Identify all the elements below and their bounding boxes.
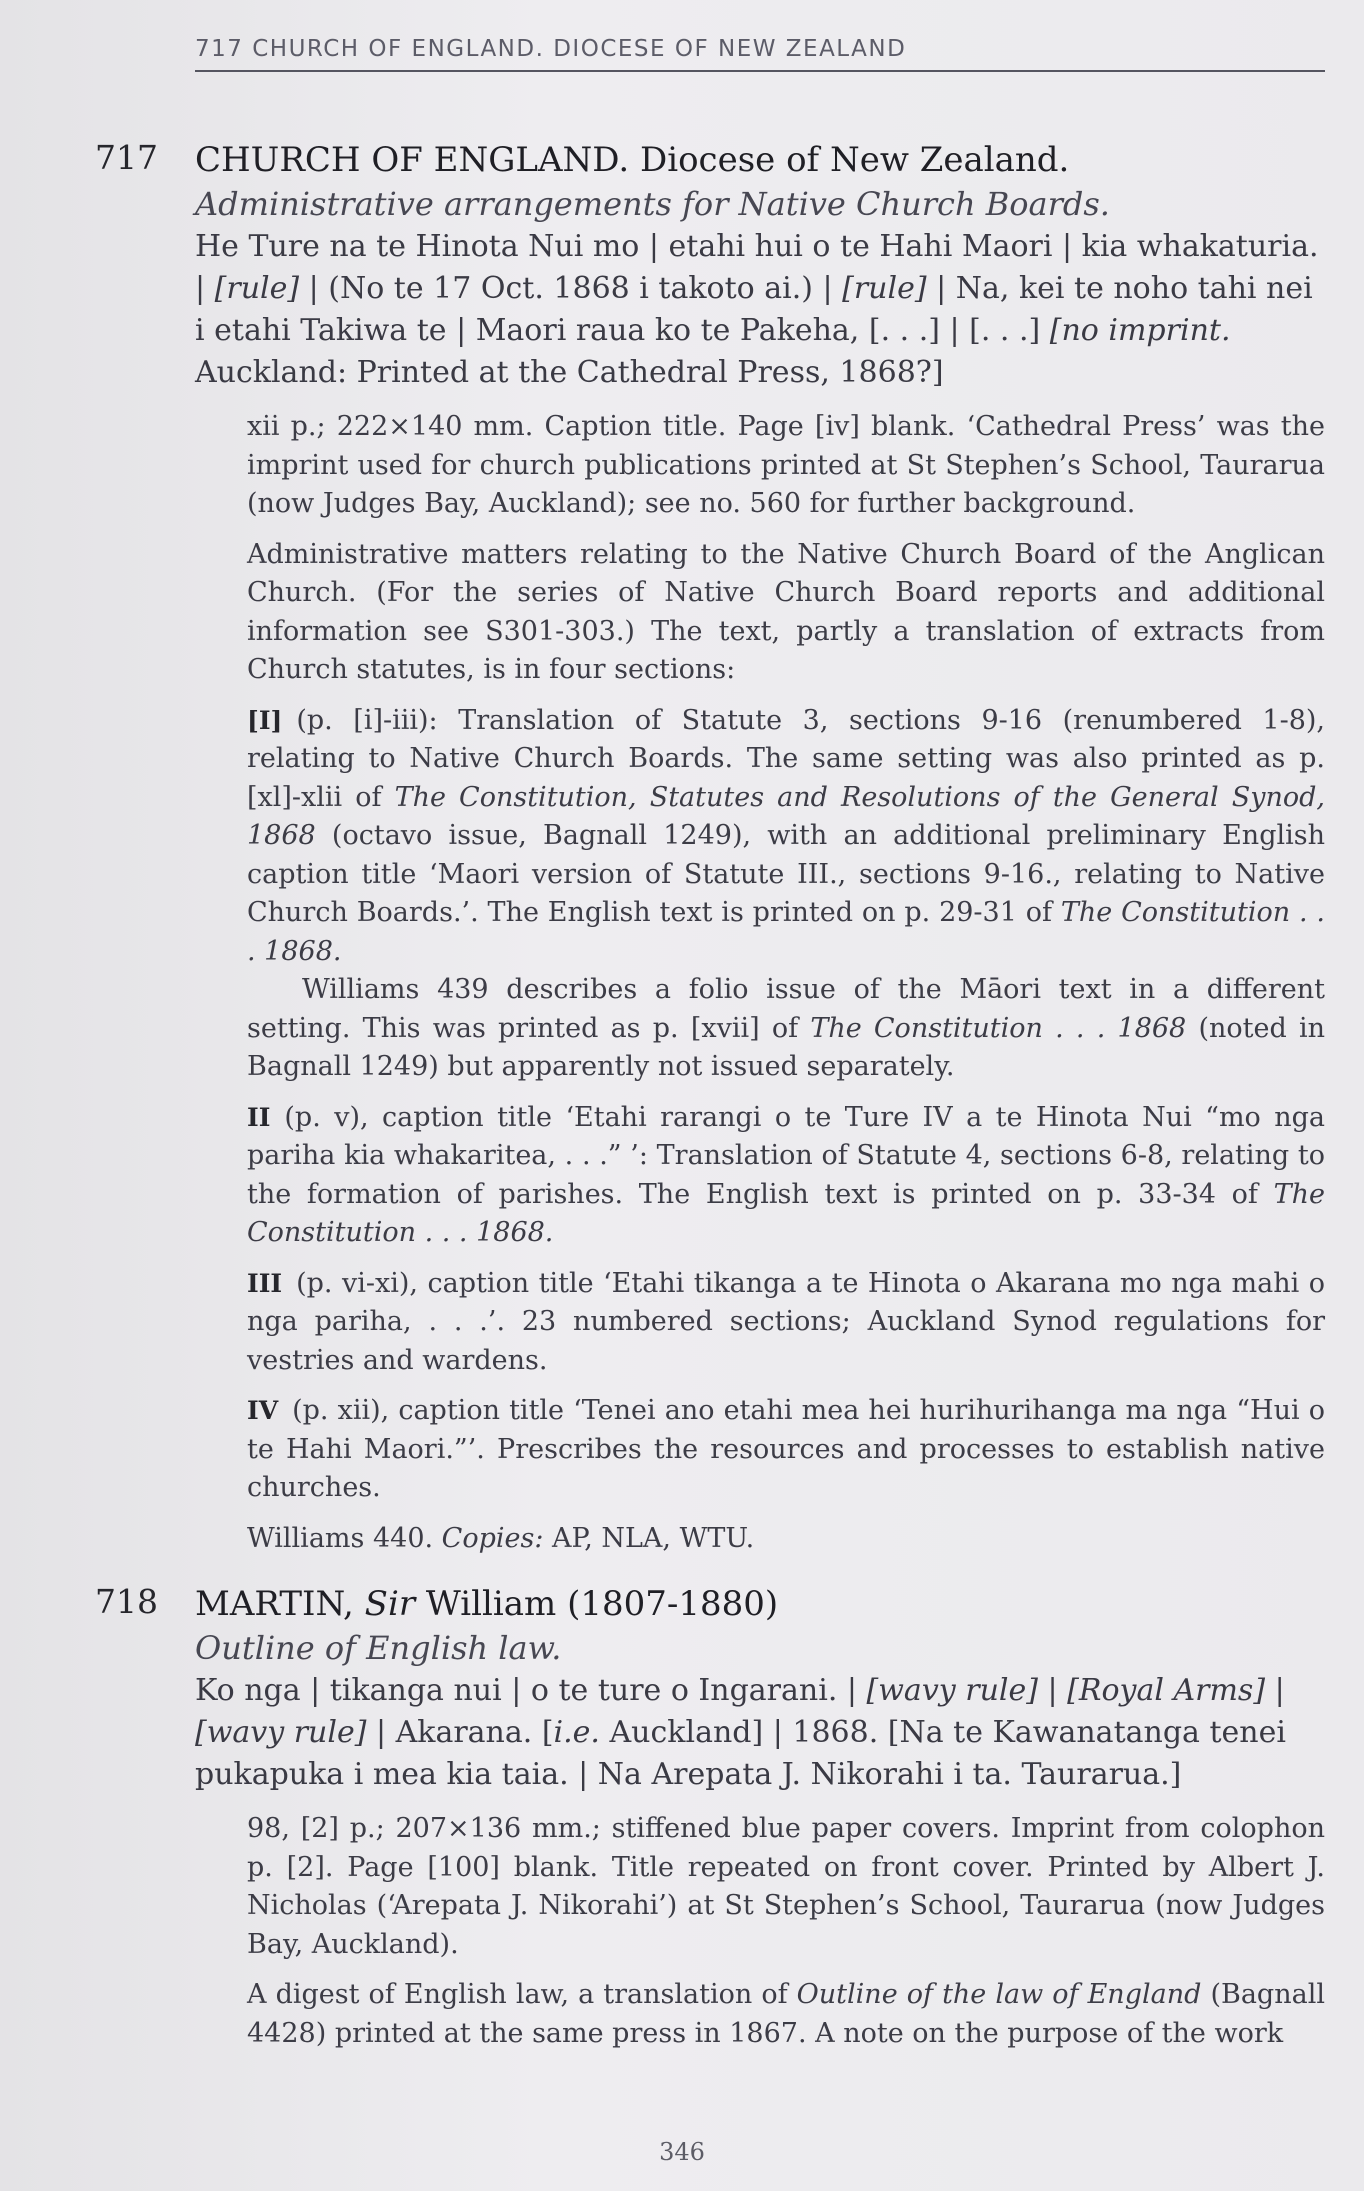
section-two: II (p. v), caption title ‘Etahi rarangi o te Ture IV a te Hinota Nui “mo nga pariha kia whakaritea, . . .” ’: Translation of Statute 4, sections 6-8, relating to the formation of parishes. The English text is printed on p. 33-34 of The Constitution . . . 1868. (247, 1101, 1325, 1248)
heading-main: CHURCH OF ENGLAND. (195, 140, 630, 180)
section-one: [I] (p. [i]-iii): Translation of Statute 3, sections 9-16 (renumbered 1-8), relating to Native Church Boards. The same setting was also printed as p. [xl]-xlii of The Constitution, Statutes and Resolutions of the General Synod, 1868 (octavo issue, Bagnall 1249), with an additional preliminary English caption title ‘Maori version of Statute III., sections 9-16., relating to Native Church Boards.’. The English text is printed on p. 29-31 of The Constitution . . . 1868. (247, 704, 1326, 967)
entry-717 (95, 138, 1325, 1570)
entry-subtitle: Outline of English law. (195, 1629, 562, 1667)
entry-heading (195, 138, 1325, 182)
entry-number: 718 (95, 1582, 158, 1621)
entry-notes (247, 1810, 1325, 2053)
entry-718 (95, 1582, 1325, 2065)
section-four: IV (p. xii), caption title ‘Tenei ano etahi mea hei hurihurihanga ma nga “Hui o te Hahi Maori.”’. Prescribes the resources and processes to establish native churches. (247, 1395, 1325, 1503)
entry-number: 717 (95, 138, 158, 177)
title-transcription: Ko nga | tikanga nui | o te ture o Ingarani. | [wavy rule] | [Royal Arms] | [wavy rule] | Akarana. [i.e. Auckland] | 1868. [Na te Kawanatanga tenei pukapuka i mea kia taia. | Na Arepata J. Nikorahi i ta. Taurarua.] (195, 1673, 1286, 1792)
author-dates: (1807-1880) (556, 1584, 779, 1624)
heading-rest: Diocese of New Zealand. (629, 140, 1070, 180)
page-number: 346 (659, 2138, 705, 2166)
references-note: Williams 440. Copies: AP, NLA, WTU. (247, 1522, 755, 1554)
entry-heading: MARTIN, Sir William (1807-1880) (195, 1584, 779, 1624)
entry-subtitle: Administrative arrangements for Native Church Boards. (195, 185, 1110, 223)
running-head: 717 CHURCH OF ENGLAND. DIOCESE OF NEW ZEALAND (195, 36, 1325, 72)
description-note: A digest of English law, a translation of Outline of the law of England (Bagnall 4428) printed at the same press in 1867. A note on the purpose of the work (247, 1979, 1325, 2049)
collation-note: xii p.; 222×140 mm. Caption title. Page [iv] blank. ‘Cathedral Press’ was the imprint used for church publications printed at St Stephen’s School, Taurarua (now Judges Bay, Auckland); see no. 560 for further background. (247, 411, 1325, 519)
entry-notes (247, 408, 1325, 1558)
section-three: III (p. vi-xi), caption title ‘Etahi tikanga a te Hinota o Akarana mo nga mahi o nga pariha, . . .’. 23 numbered sections; Auckland Synod regulations for vestries and wardens. (247, 1267, 1325, 1376)
title-transcription: He Ture na te Hinota Nui mo | etahi hui o te Hahi Maori | kia whakaturia. | [rule] | (No te 17 Oct. 1868 i takoto ai.) | [rule] | Na, kei te noho tahi nei i etahi Takiwa te | Maori raua ko te Pakeha, [. . .] | [. . .] [no imprint. Auckland: Printed at the Cathedral Press, 1868?] (195, 229, 1319, 390)
section-one-continued: Williams 439 describes a folio issue of the Māori text in a different setting. This was printed as p. [xvii] of The Constitution . . . 1868 (noted in Bagnall 1249) but apparently not issued separately. (247, 974, 1325, 1082)
description-note: Administrative matters relating to the Native Church Board of the Anglican Church. (For the series of Native Church Board reports and additional information see S301-303.) The text, partly a translation of extracts from Church statutes, is in four sections: (247, 538, 1325, 685)
collation-note: 98, [2] p.; 207×136 mm.; stiffened blue paper covers. Imprint from colophon p. [2]. Page [100] blank. Title repeated on front cover. Printed by Albert J. Nicholas (‘Arepata J. Nikorahi’) at St Stephen’s School, Taurarua (now Judges Bay, Auckland). (247, 1813, 1325, 1960)
